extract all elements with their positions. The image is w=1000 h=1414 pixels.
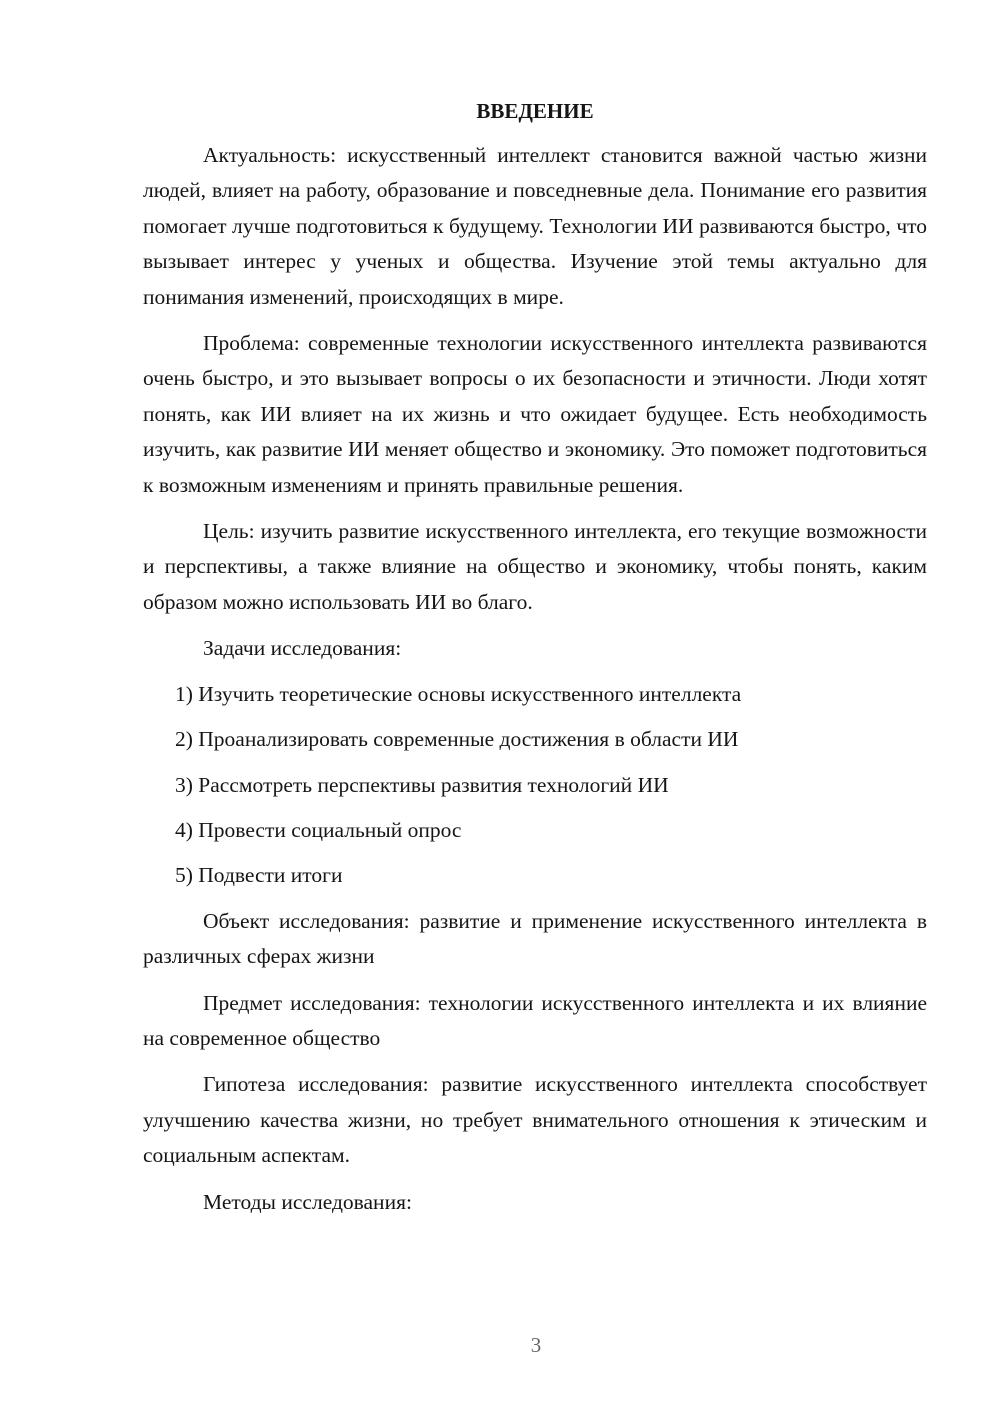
paragraph-hypothesis: Гипотеза исследования: развитие искусственного интеллекта способствует улучшению качества жизни, но требует внимательного отношения к этическим и социальным аспектам.: [143, 1072, 927, 1168]
paragraph-problem: Проблема: современные технологии искусственного интеллекта развиваются очень быстро, и это вызывает вопросы о их безопасности и этичности. Люди хотят понять, как ИИ влияет на их жизнь и что ожидает будущее. Есть необходимость изучить, как развитие ИИ меняет общество и экономику. Это поможет подготовиться к возможным изменениям и принять правильные решения.: [143, 331, 927, 497]
paragraph-object: Объект исследования: развитие и применение искусственного интеллекта в различных сферах жизни: [143, 908, 927, 969]
section-title: ВВЕДЕНИЕ: [476, 99, 594, 123]
task-item-5: 5) Подвести итоги: [175, 863, 343, 888]
page-content: [143, 96, 927, 1230]
paragraph-subject: Предмет исследования: технологии искусственного интеллекта и их влияние на современное общество: [143, 990, 927, 1050]
methods-heading: Методы исследования:: [203, 1189, 412, 1214]
task-item-4: 4) Провести социальный опрос: [175, 817, 462, 842]
paragraph-goal: Цель: изучить развитие искусственного интеллекта, его текущие возможности и перспективы, а также влияние на общество и экономику, чтобы понять, каким образом можно использовать ИИ во благо.: [143, 519, 927, 614]
task-item-3: 3) Рассмотреть перспективы развития технологий ИИ: [175, 772, 669, 797]
tasks-heading: Задачи исследования:: [203, 636, 402, 661]
task-item-1: 1) Изучить теоретические основы искусственного интеллекта: [175, 681, 742, 706]
page-number: 3: [530, 1333, 542, 1357]
paragraph-relevance: Актуальность: искусственный интеллект становится важной частью жизни людей, влияет на работу, образование и повседневные дела. Понимание его развития помогает лучше подготовиться к будущему. Технологии ИИ развиваются быстро, что вызывает интерес у ученых и общества. Изучение этой темы актуально для понимания изменений, происходящих в мире.: [143, 143, 927, 309]
task-item-2: 2) Проанализировать современные достижения в области ИИ: [175, 727, 739, 752]
